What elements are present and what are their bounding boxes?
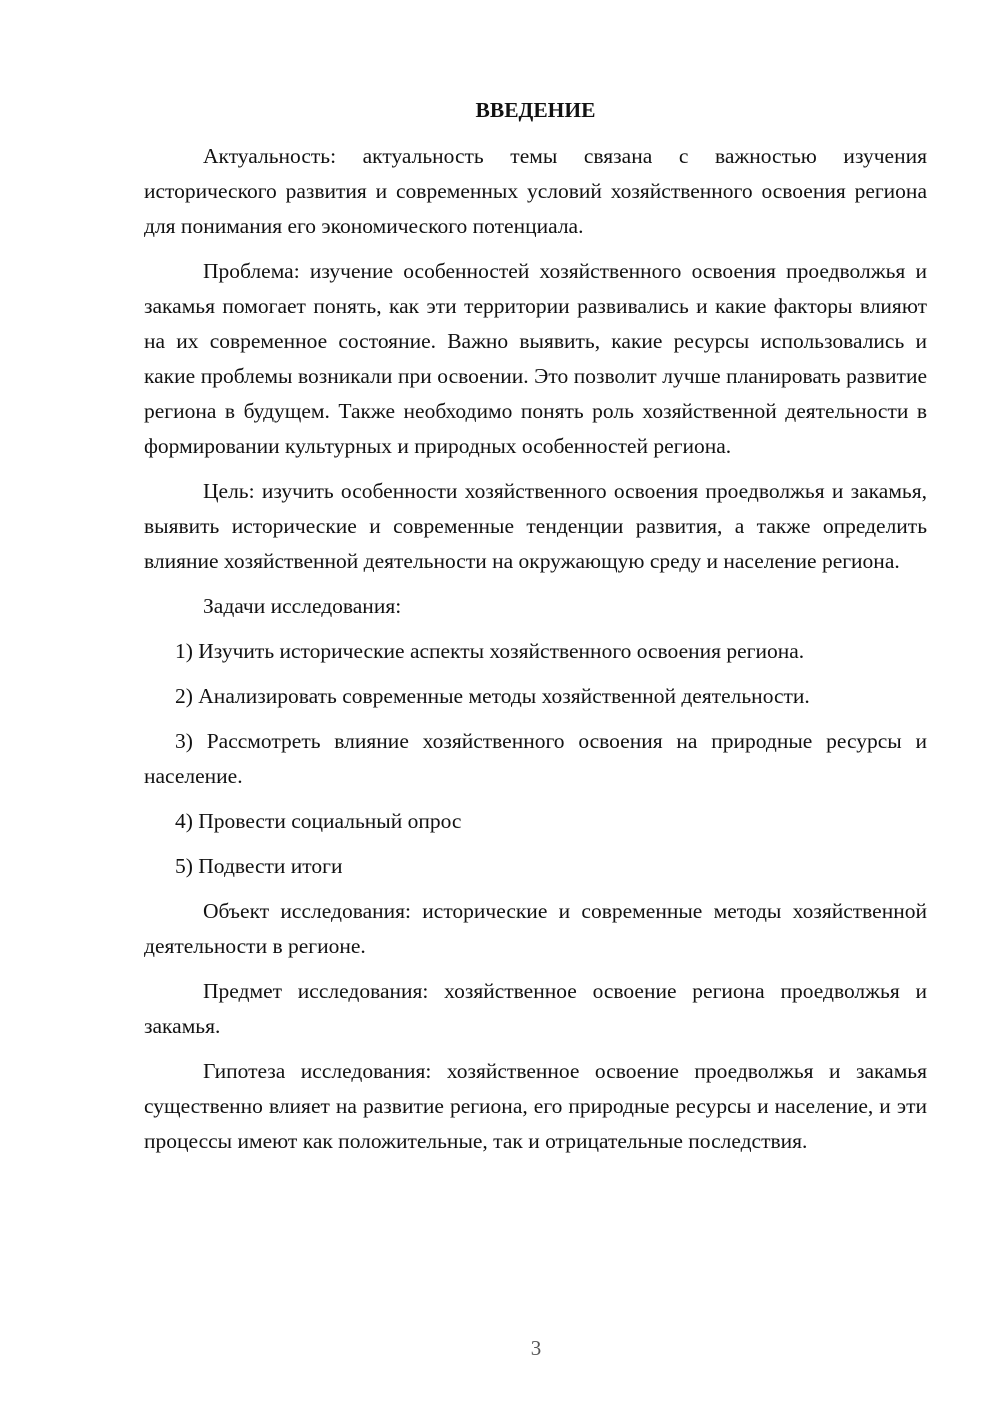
tasks-heading: Задачи исследования: [203,594,402,618]
task-item-3: 3) Рассмотреть влияние хозяйственного освоения на природные ресурсы и население. [144,729,927,788]
task-item-2: 2) Анализировать современные методы хозяйственной деятельности. [175,684,810,708]
task-item-4: 4) Провести социальный опрос [175,809,462,833]
task-item-5: 5) Подвести итоги [175,854,343,878]
goal-paragraph: Цель: изучить особенности хозяйственного освоения проедволжья и закамья, выявить исторические и современные тенденции развития, а также определить влияние хозяйственной деятельности на окружающую среду и население региона. [144,479,927,573]
relevance-paragraph: Актуальность: актуальность темы связана с важностью изучения исторического развития и современных условий хозяйственного освоения региона для понимания его экономического потенциала. [144,144,927,238]
document-page [144,93,927,1169]
problem-paragraph: Проблема: изучение особенностей хозяйственного освоения проедволжья и закамья помогает понять, как эти территории развивались и какие факторы влияют на их современное состояние. Важно выявить, какие ресурсы использовались и какие проблемы возникали при освоении. Это позволит лучше планировать развитие региона в будущем. Также необходимо понять роль хозяйственной деятельности в формировании культурных и природных особенностей региона. [144,259,927,458]
page-title: ВВЕДЕНИЕ [475,98,596,122]
subject-paragraph: Предмет исследования: хозяйственное освоение региона проедволжья и закамья. [144,979,927,1038]
page-number: 3 [530,1336,542,1360]
hypothesis-paragraph: Гипотеза исследования: хозяйственное освоение проедволжья и закамья существенно влияет на развитие региона, его природные ресурсы и население, и эти процессы имеют как положительные, так и отрицательные последствия. [144,1059,927,1153]
object-paragraph: Объект исследования: исторические и современные методы хозяйственной деятельности в регионе. [144,899,927,958]
task-item-1: 1) Изучить исторические аспекты хозяйственного освоения региона. [175,639,805,663]
